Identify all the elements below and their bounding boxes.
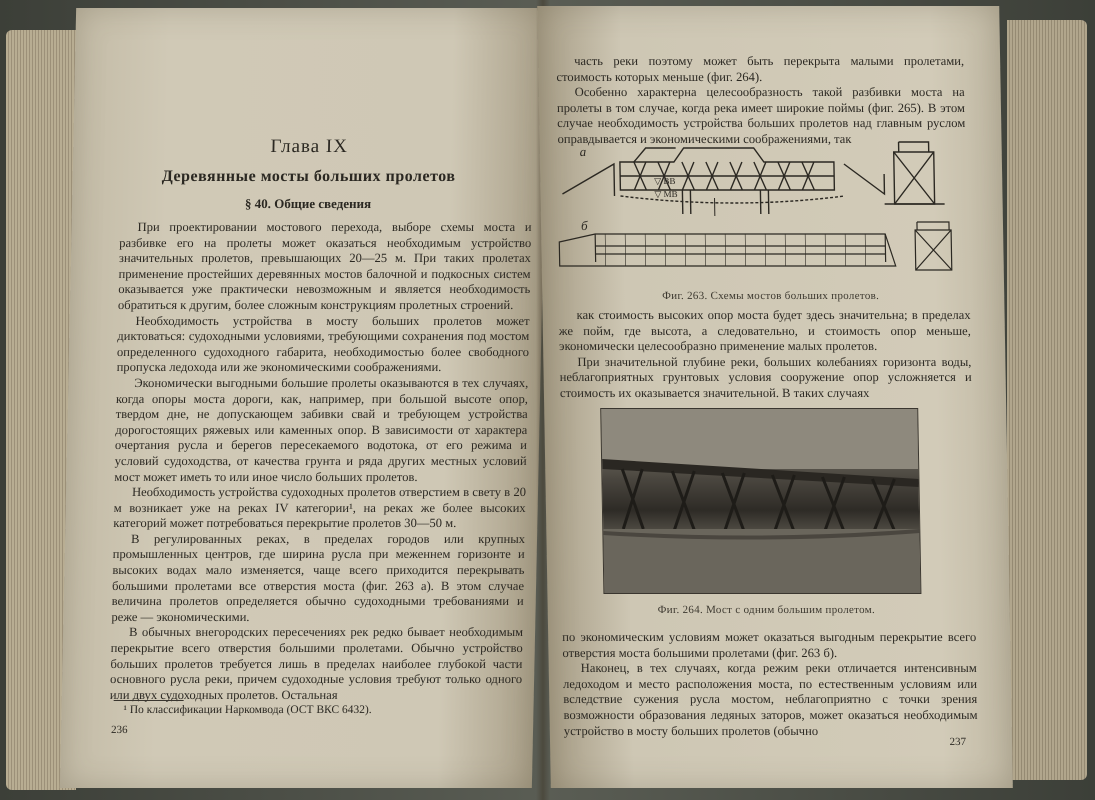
right-page-stack (1007, 20, 1087, 780)
water-level-high: ▽ ВВ (654, 176, 676, 186)
right-middle-text (558, 308, 972, 402)
paragraph: Особенно характерна целесообразность такой разбивки моста на пролеты в том случае, когда река имеет широкие поймы (фиг. 265). В этом случае необходимость устройства больших пролетов над главным руслом оправдывается и экономическими соображениями, так (556, 85, 966, 146)
paragraph: часть реки поэтому может быть перекрыта малыми пролетами, стоимость которых меньше (фиг. 264). (556, 54, 965, 84)
figure-263-diagram (553, 134, 976, 280)
girder-bridge-b (559, 222, 952, 270)
figure-label-b: б (580, 218, 588, 233)
footnote: ¹ По классификации Наркомвода (ОСТ ВКС 6432). (123, 704, 372, 716)
footnote-rule (114, 700, 184, 701)
figure-264-photo (600, 408, 921, 594)
section-title: § 40. Общие сведения (244, 196, 372, 211)
truss-bridge-a (562, 142, 945, 214)
left-page (60, 8, 548, 788)
paragraph: В обычных внегородских пересечениях рек редко бывает необходимым перекрытие всего отверстия большими пролетами. Обычно устройство больших пролетов требуется лишь в пределах наиболее глубокой части основного русла реки, причем судоходные условия требуют только одного или двух судоходных пролетов. Остальная (109, 625, 524, 702)
figure-264-caption: Фиг. 264. Мост с одним большим пролетом. (657, 604, 876, 616)
water-level-low: ▽ МВ (654, 189, 678, 199)
paragraph: Необходимость устройства судоходных пролетов отверстием в свету в 20 м возникает уже на реках IV категории¹, на реках же более высоких категорий может потребоваться перекрытие пролетов 30—50 м. (113, 485, 527, 531)
figure-label-a: а (579, 144, 587, 159)
chapter-label: Глава IX (270, 136, 349, 157)
bridge-photo-illustration (601, 409, 920, 593)
chapter-title: Деревянные мосты больших пролетов (161, 168, 456, 185)
right-page (537, 6, 1013, 788)
paragraph: Наконец, в тех случаях, когда режим реки отличается интенсивным ледоходом и место расположения моста, по естественным условиям или вследствие сужения русла мостом, неблагоприятно с точки зрения возможности образования ледяных заторов, может оказаться необходимым устройство в мосту больших пролетов (обычно (562, 661, 978, 738)
page-number-right: 237 (949, 736, 967, 748)
figure-263-caption: Фиг. 263. Схемы мостов больших пролетов. (662, 290, 880, 302)
paragraph: как стоимость высоких опор моста будет здесь значительна; в пределах же пойм, где высота, а следовательно, и стоимость опор меньше, экономически целесообразно применение малых пролетов. (558, 308, 971, 354)
paragraph: В регулированных реках, в пределах городов или крупных промышленных центров, где ширина русла при меженнем горизонте и высоких водах мало изменяется, чаще всего приходится перекрывать большими пролетами все отверстия моста (фиг. 263 а). В этом случае величина пролетов определяется обычно судоходными требованиями и реже — экономическими. (111, 531, 526, 624)
paragraph: Экономически выгодными большие пролеты оказываются в тех случаях, когда опоры моста дороги, как, например, при большой высоте опор, твердом дне, не допускающем забивки свай и требующем устройства дорогостоящих ряжевых или каменных опор. В зависимости от характера очертания русла и берегов пересекаемого водотока, от его режима и условий судоходства, от качества грунта и ряда других местных условий мост может иметь то или иное число больших пролетов. (114, 375, 529, 484)
paragraph: Необходимость устройства в мосту больших пролетов может диктоваться: судоходными условиями, требующими сохранения под мостом определенного судоходного габарита, необходимостью более свободного пропуска ледохода или же экономическими соображениями. (116, 313, 530, 375)
right-bottom-text (562, 630, 978, 739)
paragraph: по экономическим условиям может оказаться выгодным перекрытие всего отверстия моста большими пролетами (фиг. 263 б). (562, 630, 977, 660)
paragraph: При значительной глубине реки, больших колебаниях горизонта воды, неблагоприятных грунтовых условия сооружение опор усложняется и стоимость их оказывается значительной. В таких случаях (559, 354, 972, 400)
paragraph: При проектировании мостового перехода, выборе схемы моста и разбивке его на пролеты может оказаться необходимым устройство значительных пролетов, превышающих 20—25 м. При таких пролетах применение простейших деревянных мостов балочной и подкосных систем оказывается уже практически невозможным и является необходимость обратиться к другим, более сложным конструкциям пролетных строений. (117, 220, 532, 312)
page-number-left: 236 (110, 724, 128, 736)
left-body-text (110, 220, 532, 703)
